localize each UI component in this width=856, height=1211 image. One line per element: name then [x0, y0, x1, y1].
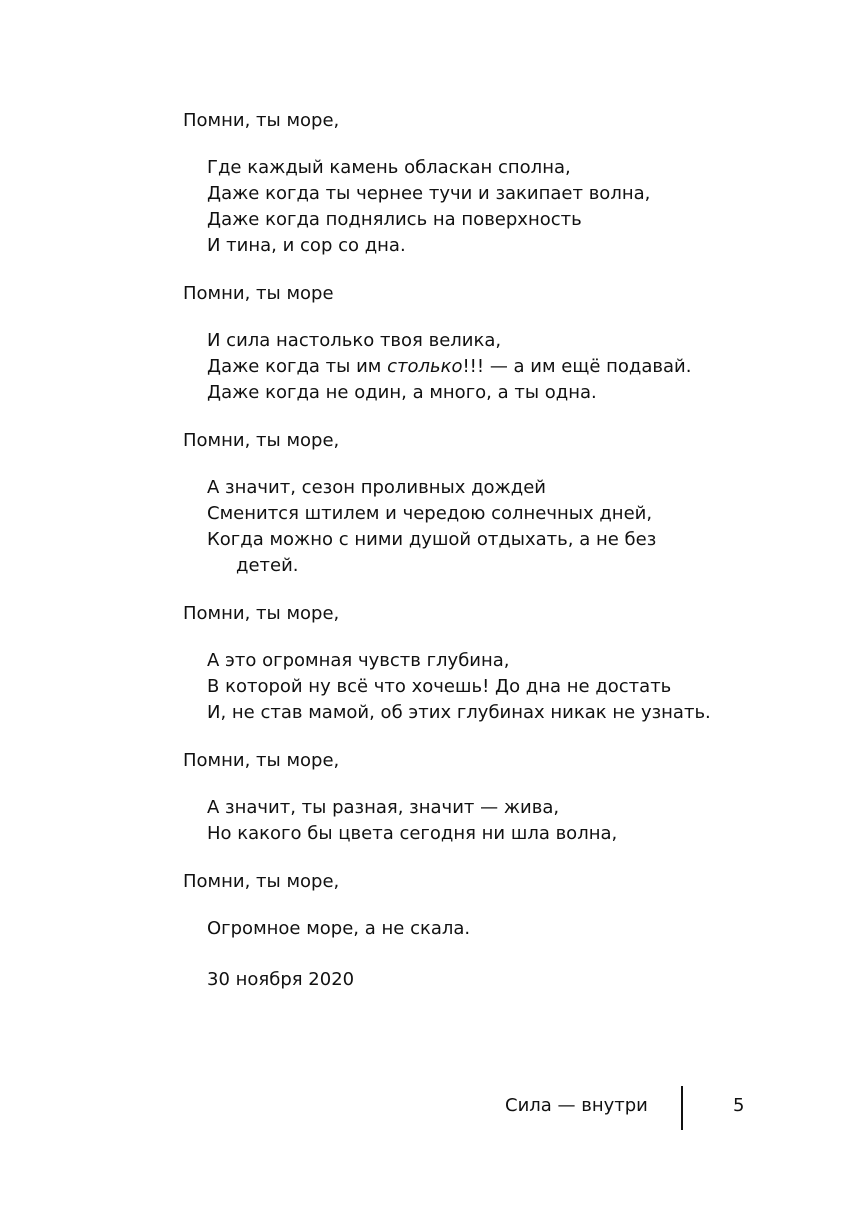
refrain-line: Помни, ты море, [183, 603, 340, 624]
verse-text: !!! — а им ещё подавай. [462, 356, 692, 377]
refrain-line: Помни, ты море, [183, 750, 340, 771]
verse-text: Даже когда ты им [207, 356, 388, 377]
refrain-line: Помни, ты море, [183, 430, 340, 451]
verse-line: А значит, сезон проливных дождей [207, 477, 546, 498]
verse-line: Когда можно с ними душой отдыхать, а не без [207, 529, 657, 550]
emphasized-word: столько [387, 356, 463, 377]
verse-line: И сила настолько твоя велика, [207, 330, 502, 351]
verse-line: Даже когда поднялись на поверхность [207, 209, 582, 230]
verse-line: А это огромная чувств глубина, [207, 650, 510, 671]
running-footer-title: Сила — внутри [505, 1095, 648, 1116]
verse-line-continuation: детей. [236, 555, 299, 576]
footer-divider [681, 1086, 683, 1130]
verse-line: И тина, и сор со дна. [207, 235, 406, 256]
verse-line: Даже когда не один, а много, а ты одна. [207, 382, 597, 403]
verse-line: Где каждый камень обласкан сполна, [207, 157, 571, 178]
page-number: 5 [733, 1095, 745, 1116]
verse-line: Огромное море, а не скала. [207, 918, 471, 939]
poem-date: 30 ноября 2020 [207, 969, 355, 990]
verse-line: И, не став мамой, об этих глубинах никак не узнать. [207, 702, 711, 723]
verse-line: В которой ну всё что хочешь! До дна не достать [207, 676, 672, 697]
verse-line: Но какого бы цвета сегодня ни шла волна, [207, 823, 618, 844]
refrain-line: Помни, ты море, [183, 871, 340, 892]
verse-line-with-emphasis [207, 354, 691, 380]
refrain-line: Помни, ты море [183, 283, 334, 304]
verse-line: Сменится штилем и чередою солнечных дней, [207, 503, 653, 524]
refrain-line: Помни, ты море, [183, 110, 340, 131]
verse-line: А значит, ты разная, значит — жива, [207, 797, 560, 818]
verse-line: Даже когда ты чернее тучи и закипает волна, [207, 183, 651, 204]
